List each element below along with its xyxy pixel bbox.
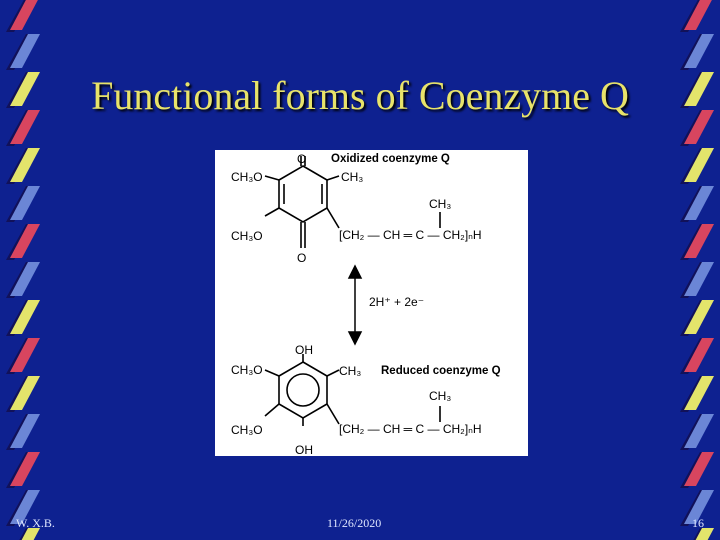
oxidized-o-bottom: O	[297, 251, 307, 265]
left-stripe-decoration	[0, 0, 46, 540]
footer-date: 11/26/2020	[327, 516, 382, 530]
reduced-methoxy-1: CH₃O	[231, 363, 263, 377]
coenzyme-q-figure	[215, 150, 528, 456]
electron-transfer-label: 2H⁺ + 2e⁻	[369, 295, 425, 309]
stripe	[684, 0, 714, 30]
reduced-chain-methyl: CH₃	[429, 389, 452, 403]
structure-diagram	[215, 150, 528, 456]
oxidized-chain: [CH₂ — CH ═ C — CH₂]ₙH	[339, 228, 482, 242]
reduced-oh-top: OH	[295, 343, 313, 357]
reaction-arrow	[349, 266, 361, 344]
oxidized-methyl: CH₃	[341, 170, 364, 184]
oxidized-methoxy-1: CH₃O	[231, 170, 263, 184]
reduced-chain: [CH₂ — CH ═ C — CH₂]ₙH	[339, 422, 482, 436]
oxidized-methoxy-2: CH₃O	[231, 229, 263, 243]
reduced-label: Reduced coenzyme Q	[381, 365, 501, 377]
oxidized-label: Oxidized coenzyme Q	[331, 153, 450, 165]
oxidized-o-top: O	[297, 152, 307, 166]
reduced-oh-bottom: OH	[295, 443, 313, 456]
slide-number: 16	[692, 516, 704, 530]
footer-author: W. X.B.	[16, 516, 55, 530]
stripe	[10, 0, 40, 30]
reduced-methyl: CH₃	[339, 364, 362, 378]
oxidized-chain-methyl: CH₃	[429, 197, 452, 211]
slide-title: Functional forms of Coenzyme Q	[91, 73, 629, 118]
reduced-methoxy-2: CH₃O	[231, 423, 263, 437]
right-stripe-decoration	[674, 0, 720, 540]
